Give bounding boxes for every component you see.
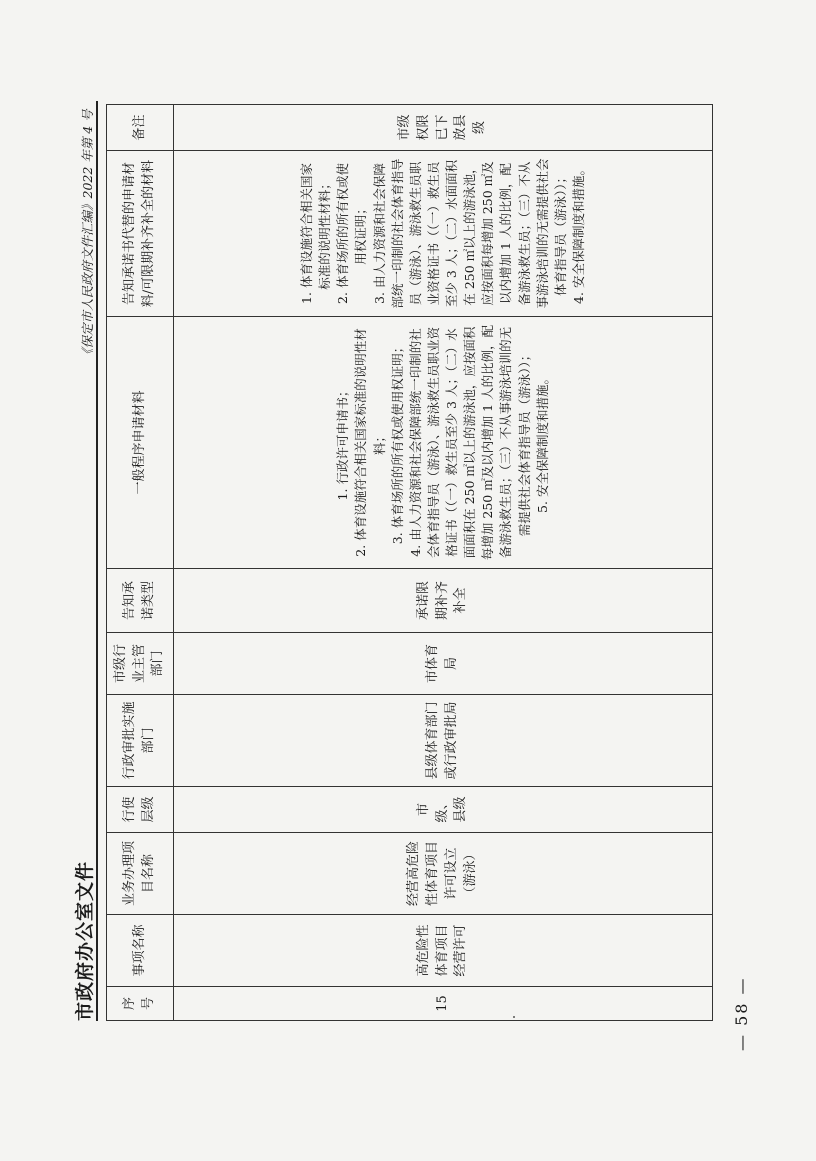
- table-header-row: [107, 105, 174, 1021]
- general-material-item: 2. 体育设施符合相关国家标准的说明性材料；: [353, 328, 387, 557]
- header-seq: 序号: [107, 987, 174, 1021]
- header-level: 行使层级: [107, 787, 174, 833]
- header-item-name: 事项名称: [107, 915, 174, 987]
- general-material-item: 3. 体育场所的所有权或使用权证明；: [389, 340, 405, 545]
- header-business-name: 业务办理项目名称: [107, 833, 174, 915]
- cell-business-name: 经营高危险性体育项目许可设立（游泳）: [174, 833, 713, 915]
- publication-header: 《保定市人民政府文件汇编》2022 年第 4 号: [80, 109, 95, 361]
- promise-material-item: 4. 安全保障制度和措施。: [570, 163, 586, 304]
- promise-material-item: 1. 体育设施符合相关国家标准的说明性材料；: [299, 163, 333, 304]
- header-notify-type: 告知承诺类型: [107, 569, 174, 633]
- approval-table: [106, 104, 713, 1021]
- header-rule: [96, 101, 98, 1021]
- promise-material-item: 2. 体育场所的所有权或使用权证明；: [335, 163, 369, 304]
- general-material-item: 5. 安全保障制度和措施。: [534, 372, 550, 513]
- cell-level: 市级、县级: [174, 787, 713, 833]
- table-row: [174, 105, 713, 1021]
- cell-item-name: 高危险性体育项目经营许可: [174, 915, 713, 987]
- page-number: — 58 —: [732, 976, 751, 1051]
- stray-dot: [513, 1016, 515, 1018]
- promise-material-item: 3. 由人力资源和社会保障部统一印制的社会体育指导员（游泳）、游泳救生员职业资格证书（（一）救生员至少 3 人；（二）水面面积在 250 ㎡以上的游泳池，应按面积每增加 250 ㎡及以内增加 1 人的比例，配备游泳救生员；（三）不从事游泳培训的无需提供社会体育指导员（游泳））；: [371, 158, 568, 309]
- general-material-item: 1. 行政许可申请书；: [335, 384, 351, 501]
- office-header: 市政府办公室文件: [74, 860, 96, 1021]
- header-general-materials: 一般程序申请材料: [107, 317, 174, 569]
- general-material-item: 4. 由人力资源和社会保障部统一印制的社会体育指导员（游泳）、游泳救生员职业资格证书（（一）救生员至少 3 人；（二）水面面积在 250 ㎡以上的游泳池，应按面积每增加 250 ㎡及以内增加 1 人的比例，配备游泳救生员；（三）不从事游泳培训的无需提供社会体育指导员（游泳））；: [407, 324, 532, 561]
- header-promise-materials: 告知承诺书代替的申请材料/可限期补齐补全的材料: [107, 151, 174, 317]
- header-dept: 行政审批实施部门: [107, 695, 174, 787]
- cell-industry: 市体育局: [174, 633, 713, 695]
- cell-general-materials: [174, 317, 713, 569]
- header-remarks: 备注: [107, 105, 174, 151]
- cell-dept: 县级体育部门或行政审批局: [174, 695, 713, 787]
- header-industry: 市级行业主管部门: [107, 633, 174, 695]
- cell-remarks: 市级权限已下放县级: [174, 105, 713, 151]
- cell-seq: 15: [174, 987, 713, 1021]
- cell-promise-materials: [174, 151, 713, 317]
- cell-notify-type: 承诺限期补齐补全: [174, 569, 713, 633]
